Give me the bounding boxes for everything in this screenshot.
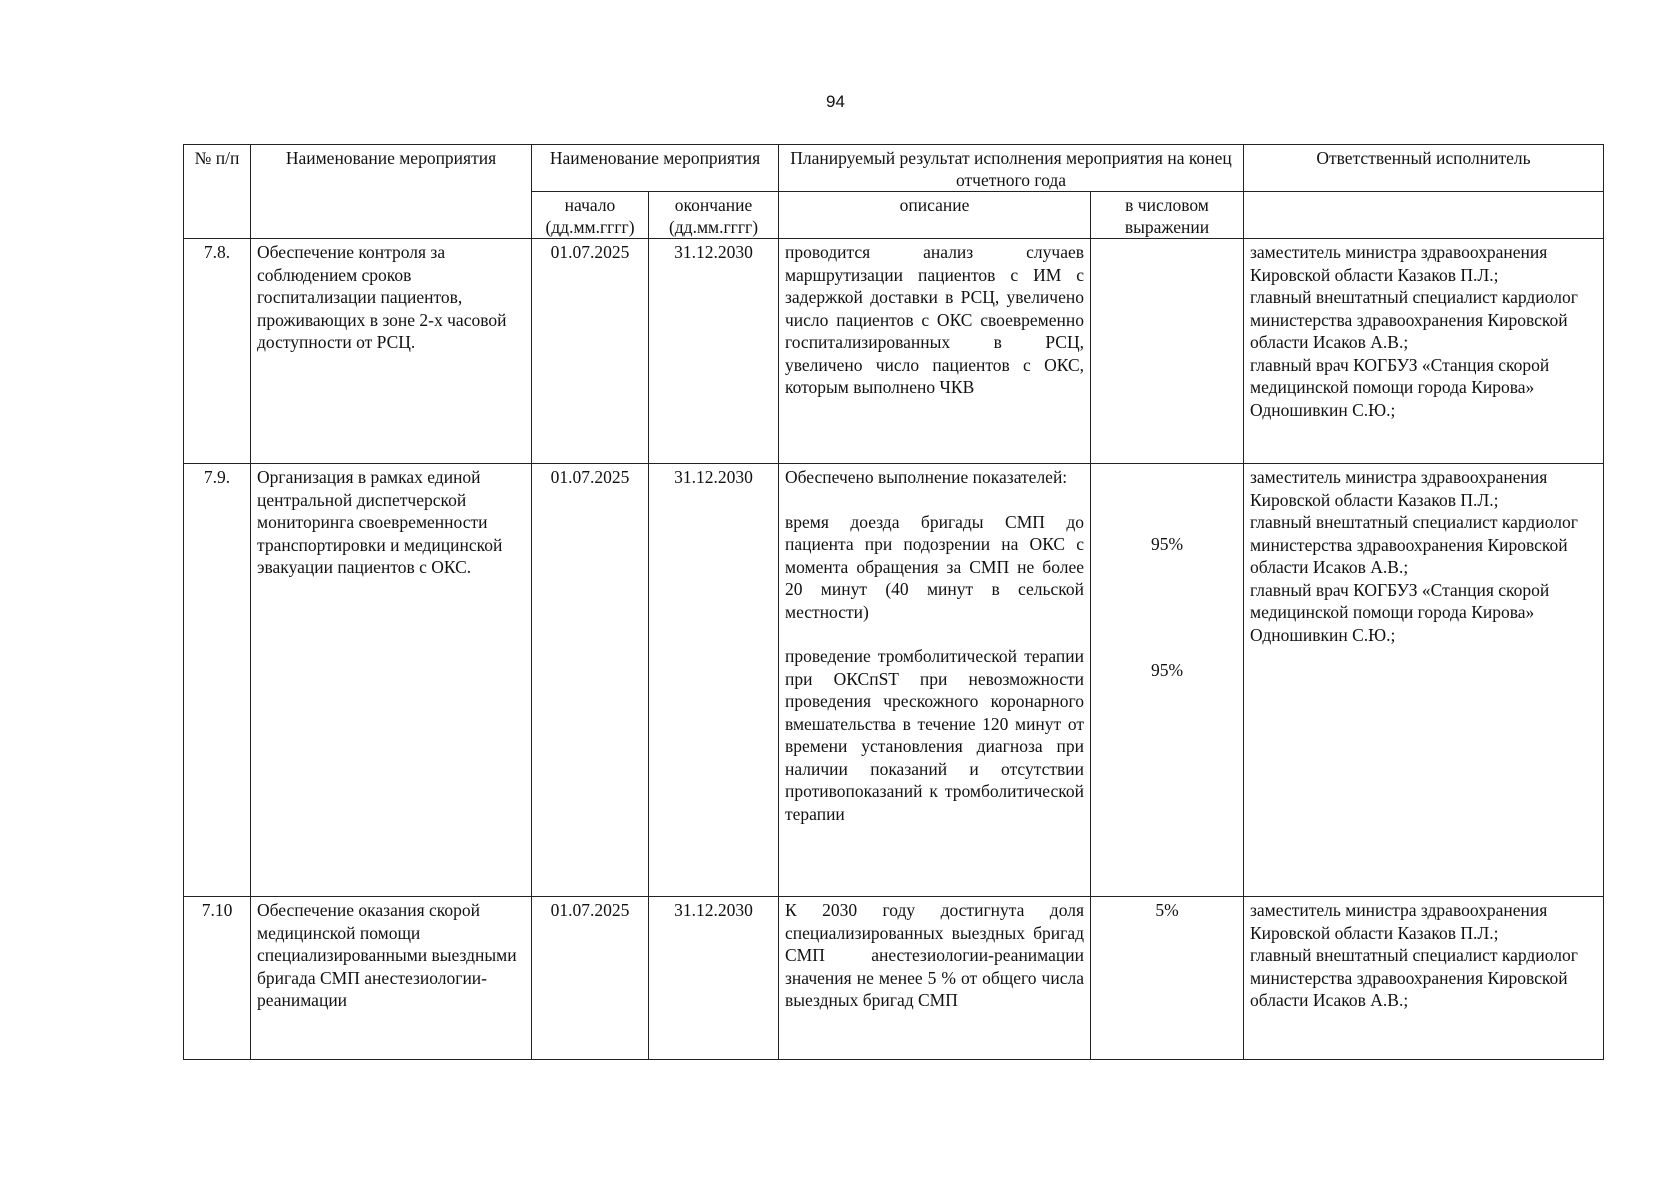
responsible-entry: заместитель министра здравоохранения Кировской области Казаков П.Л.; [1250, 900, 1548, 943]
end-date: 31.12.2030 [649, 897, 779, 1060]
result-description [779, 897, 1091, 1060]
value-entry: 95% [1150, 534, 1184, 554]
row-number: 7.9. [184, 464, 251, 897]
activities-table [183, 144, 1604, 1060]
responsible-entry: главный врач КОГБУЗ «Станция скорой медицинской помощи города Кирова» Одношивкин С.Ю.; [1250, 354, 1550, 420]
activity-name: Организация в рамках единой центральной диспетчерской мониторинга своевременности транспортировки и медицинской эвакуации пациентов с ОКС. [251, 464, 532, 897]
result-description [779, 464, 1091, 897]
start-date: 01.07.2025 [532, 464, 649, 897]
header-num: № п/п [184, 145, 251, 239]
value-entry: 95% [1150, 659, 1184, 680]
header-end: окончание (дд.мм.гггг) [649, 192, 779, 239]
responsible-executors [1244, 464, 1604, 897]
header-name: Наименование мероприятия [251, 145, 532, 239]
responsible-entry: заместитель министра здравоохранения Кировской области Казаков П.Л.; [1250, 242, 1548, 285]
header-result: Планируемый результат исполнения мероприятия на конец отчетного года [779, 145, 1244, 192]
result-value [1091, 897, 1244, 1060]
result-value [1091, 464, 1244, 897]
responsible-entry: главный внештатный специалист кардиолог министерства здравоохранения Кировской области Исаков А.В.; [1250, 512, 1578, 577]
description-paragraph: проводится анализ случаев маршрутизации пациентов с ИМ с задержкой доставки в РСЦ, увеличено число пациентов с ОКС своевременно госпитализированных в РСЦ, увеличено число пациентов с ОКС, которым выполнено ЧКВ [785, 242, 1084, 397]
result-description [779, 239, 1091, 464]
header-start: начало (дд.мм.гггг) [532, 192, 649, 239]
description-paragraph: К 2030 году достигнута доля специализированных выездных бригад СМП анестезиологии-реанимации значения не менее 5 % от общего числа выездных бригад СМП [785, 900, 1084, 1010]
header-value: в числовом выражении [1091, 192, 1244, 239]
table-row [184, 897, 1604, 1060]
responsible-executors [1244, 897, 1604, 1060]
responsible-executors [1244, 239, 1604, 464]
description-paragraph: проведение тромболитической терапии при ОКСпST при невозможности проведения чрескожного коронарного вмешательства в течение 120 минут от времени установления диагноза при наличии показаний и отсутствии противопоказаний к тромболитической терапии [785, 646, 1084, 824]
responsible-entry: главный врач КОГБУЗ «Станция скорой медицинской помощи города Кирова» Одношивкин С.Ю.; [1250, 579, 1550, 645]
start-date: 01.07.2025 [532, 897, 649, 1060]
activity-name: Обеспечение оказания скорой медицинской помощи специализированными выездными бригада СМП анестезиологии-реанимации [251, 897, 532, 1060]
row-number: 7.10 [184, 897, 251, 1060]
table-row [184, 464, 1604, 897]
header-empty [1244, 192, 1604, 239]
value-entry: 5% [1155, 900, 1179, 920]
header-responsible: Ответственный исполнитель [1244, 145, 1604, 192]
header-description: описание [779, 192, 1091, 239]
page-number: 94 [826, 92, 845, 111]
activity-name: Обеспечение контроля за соблюдением сроков госпитализации пациентов, проживающих в зоне 2-х часовой доступности от РСЦ. [251, 239, 532, 464]
result-value [1091, 239, 1244, 464]
responsible-entry: главный внештатный специалист кардиолог министерства здравоохранения Кировской области Исаков А.В.; [1250, 287, 1578, 352]
header-period: Наименование мероприятия [532, 145, 779, 192]
description-paragraph: время доезда бригады СМП до пациента при подозрении на ОКС с момента обращения за СМП не более 20 минут (40 минут в сельской местности) [785, 511, 1084, 622]
responsible-entry: главный внештатный специалист кардиолог министерства здравоохранения Кировской области Исаков А.В.; [1250, 945, 1578, 1010]
responsible-entry: заместитель министра здравоохранения Кировской области Казаков П.Л.; [1250, 467, 1548, 510]
start-date: 01.07.2025 [532, 239, 649, 464]
end-date: 31.12.2030 [649, 239, 779, 464]
description-paragraph: Обеспечено выполнение показателей: [785, 467, 1068, 487]
end-date: 31.12.2030 [649, 464, 779, 897]
row-number: 7.8. [184, 239, 251, 464]
table-row [184, 239, 1604, 464]
